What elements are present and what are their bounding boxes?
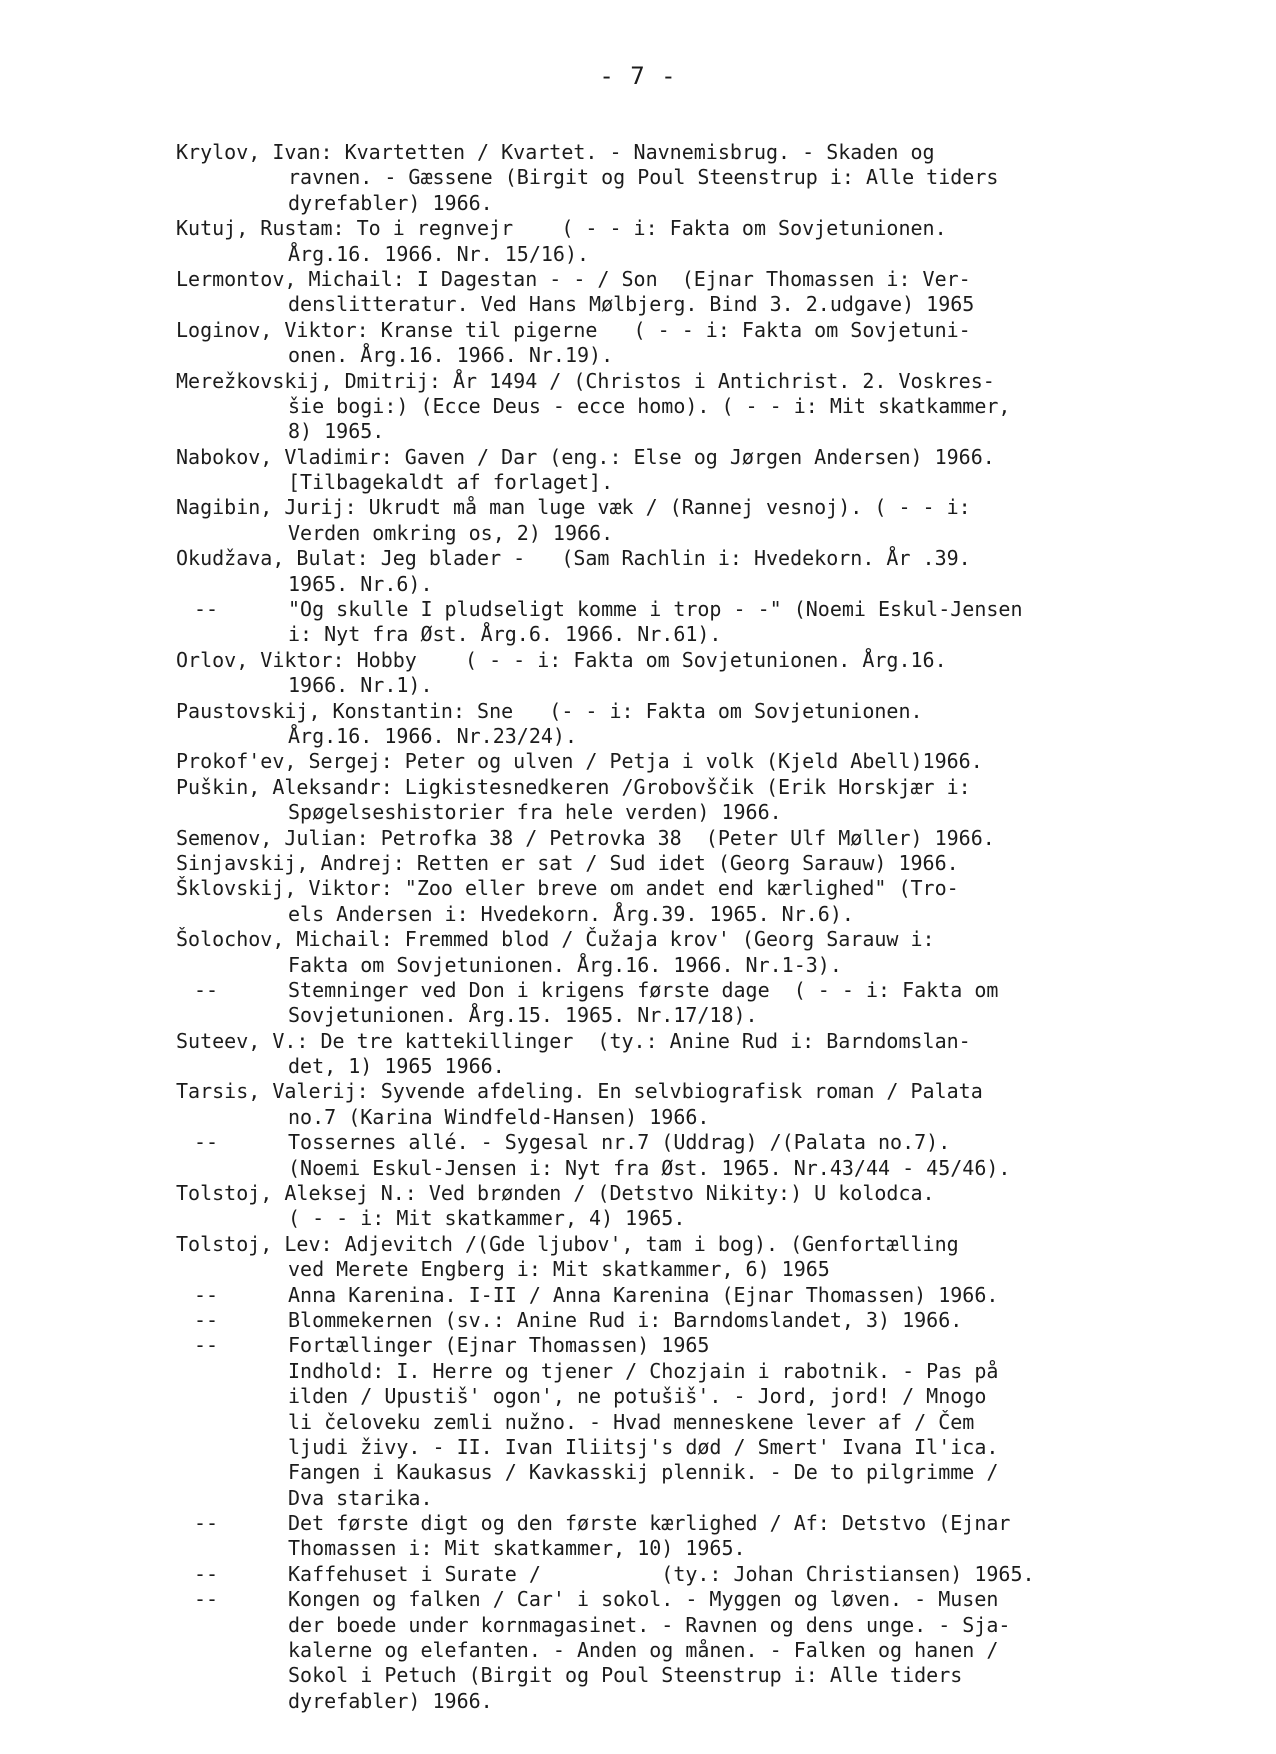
entry-line-text: der boede under kornmagasinet. - Ravnen og dens unge. - Sja- [288,1612,1011,1637]
repeat-author-dash: -- [194,1282,219,1307]
bibliography-entry [176,749,1216,774]
entry-line [176,1638,1216,1663]
entry-line-text: Fortællinger (Ejnar Thomassen) 1965 [288,1333,710,1358]
entry-line [176,242,1216,267]
entry-line-text: Tolstoj, Aleksej N.: Ved brønden / (Detstvo Nikity:) U kolodca. [176,1181,935,1206]
entry-line [176,292,1216,317]
entry-line [176,1536,1216,1561]
entry-line-text: Loginov, Viktor: Kranse til pigerne ( - - i: Fakta om Sovjetuni- [176,317,971,342]
entry-line [176,1613,1216,1638]
entry-line [176,572,1216,597]
bibliography-entry [176,546,1216,597]
entry-line [176,1410,1216,1435]
bibliography-entry [176,369,1216,445]
entry-line-text: Orlov, Viktor: Hobby ( - - i: Fakta om Sovjetunionen. Årg.16. [176,647,947,672]
entry-line [176,953,1216,978]
entry-line [176,775,1216,800]
bibliography-entry [176,851,1216,876]
entry-line-text: ljudi živy. - II. Ivan Iliitsj's død / Smert' Ivana Il'ica. [288,1434,999,1459]
entry-line-text: Merežkovskij, Dmitrij: År 1494 / (Christos i Antichrist. 2. Voskres- [176,368,995,393]
bibliography-entry [176,927,1216,978]
entry-line-text: Spøgelseshistorier fra hele verden) 1966. [288,800,782,825]
entry-line [176,470,1216,495]
entry-line [176,1333,1216,1358]
bibliography-entry [176,1587,1216,1714]
entry-line [176,851,1216,876]
entry-line-text: Sokol i Petuch (Birgit og Poul Steenstrup i: Alle tiders [288,1663,963,1688]
entry-line [176,1130,1216,1155]
entry-line-text: Prokof'ev, Sergej: Peter og ulven / Petja i volk (Kjeld Abell)1966. [176,749,983,774]
entry-line [176,1105,1216,1130]
entry-line [176,267,1216,292]
entry-line-text: [Tilbagekaldt af forlaget]. [288,470,614,495]
entry-line [176,622,1216,647]
bibliography-entry [176,318,1216,369]
entry-line-text: Kongen og falken / Car' i sokol. - Myggen og løven. - Musen [288,1587,999,1612]
entry-line [176,1435,1216,1460]
entry-line-text: Anna Karenina. I-II / Anna Karenina (Ejnar Thomassen) 1966. [288,1282,999,1307]
entry-line [176,140,1216,165]
entry-line-text: Thomassen i: Mit skatkammer, 10) 1965. [288,1536,746,1561]
entry-line [176,1054,1216,1079]
entry-line [176,318,1216,343]
entry-line-text: onen. Årg.16. 1966. Nr.19). [288,343,614,368]
entry-line-text: Puškin, Aleksandr: Ligkistesnedkeren /Grobovščik (Erik Horskjær i: [176,774,971,799]
bibliography-entry [176,775,1216,826]
entry-line-text: Krylov, Ivan: Kvartetten / Kvartet. - Navnemisbrug. - Skaden og [176,140,935,164]
repeat-author-dash: -- [194,597,219,622]
entry-line-text: i: Nyt fra Øst. Årg.6. 1966. Nr.61). [288,622,722,647]
entry-line [176,1003,1216,1028]
bibliography-entry [176,1181,1216,1232]
entry-line [176,1029,1216,1054]
bibliography-entry [176,1029,1216,1080]
entry-line [176,1663,1216,1688]
bibliography-entry [176,1308,1216,1333]
entry-line [176,1232,1216,1257]
entry-line [176,1562,1216,1587]
entry-line [176,902,1216,927]
bibliography-entry [176,876,1216,927]
repeat-author-dash: -- [194,1333,219,1358]
entry-line-text: Årg.16. 1966. Nr.23/24). [288,723,577,748]
entry-line [176,419,1216,444]
repeat-author-dash: -- [194,1511,219,1536]
entry-line-text: Dva starika. [288,1485,433,1510]
bibliography-entry [176,267,1216,318]
bibliography-entry [176,826,1216,851]
page-number: - 7 - [599,62,677,90]
entry-line-text: "Og skulle I pludseligt komme i trop - -" (Noemi Eskul-Jensen [288,597,1023,622]
entry-line-text: Stemninger ved Don i krigens første dage ( - - i: Fakta om [288,977,999,1002]
entry-line [176,216,1216,241]
entry-line [176,927,1216,952]
entry-line-text: dyrefabler) 1966. [288,190,493,215]
entry-line-text: det, 1) 1965 1966. [288,1054,505,1079]
entry-line-text: Indhold: I. Herre og tjener / Chozjain i rabotnik. - Pas på [288,1358,999,1383]
bibliography-entry [176,445,1216,496]
entry-line [176,749,1216,774]
entry-line-text: ilden / Upustiš' ogon', ne potušiš'. - Jord, jord! / Mnogo [288,1384,987,1409]
entry-line-text: Paustovskij, Konstantin: Sne (- - i: Fakta om Sovjetunionen. [176,698,923,723]
entry-line-text: Kaffehuset i Surate / (ty.: Johan Christiansen) 1965. [288,1561,1035,1586]
entry-line-text: Kutuj, Rustam: To i regnvejr ( - - i: Fakta om Sovjetunionen. [176,216,947,241]
bibliography-entry [176,140,1216,216]
entry-line-text: Semenov, Julian: Petrofka 38 / Petrovka 38 (Peter Ulf Møller) 1966. [176,825,995,850]
repeat-author-dash: -- [194,977,219,1002]
entry-line-text: els Andersen i: Hvedekorn. Årg.39. 1965. Nr.6). [288,901,854,926]
entry-line-text: Sovjetunionen. Årg.15. 1965. Nr.17/18). [288,1003,758,1028]
entry-line [176,1257,1216,1282]
bibliography-entry [176,1333,1216,1511]
entry-line-text: li čeloveku zemli nužno. - Hvad menneskene lever af / Čem [288,1409,975,1434]
entry-line [176,1359,1216,1384]
entry-line [176,724,1216,749]
entry-line-text: denslitteratur. Ved Hans Mølbjerg. Bind 3. 2.udgave) 1965 [288,292,975,317]
entry-line-text: 1965. Nr.6). [288,571,433,596]
bibliography-entry [176,1283,1216,1308]
entry-line [176,1486,1216,1511]
entry-line-text: 1966. Nr.1). [288,673,433,698]
entry-line [176,800,1216,825]
bibliography-entry [176,1130,1216,1181]
entry-line-text: dyrefabler) 1966. [288,1688,493,1713]
entry-line-text: Fangen i Kaukasus / Kavkasskij plennik. - De to pilgrimme / [288,1460,999,1485]
entry-line-text: Sinjavskij, Andrej: Retten er sat / Sud idet (Georg Sarauw) 1966. [176,850,959,875]
entry-line-text: Fakta om Sovjetunionen. Årg.16. 1966. Nr.1-3). [288,952,842,977]
entry-line-text: Det første digt og den første kærlighed / Af: Detstvo (Ejnar [288,1511,1011,1536]
entry-line-text: ravnen. - Gæssene (Birgit og Poul Steenstrup i: Alle tiders [288,165,999,190]
bibliography-entry [176,978,1216,1029]
entry-line [176,978,1216,1003]
entry-line [176,1587,1216,1612]
entry-line [176,1308,1216,1333]
entry-line-text: šie bogi:) (Ecce Deus - ecce homo). ( - - i: Mit skatkammer, [288,393,1011,418]
bibliography-entry [176,597,1216,648]
repeat-author-dash: -- [194,1130,219,1155]
bibliography-list [176,140,1216,1714]
entry-line-text: Tarsis, Valerij: Syvende afdeling. En selvbiografisk roman / Palata [176,1079,983,1104]
entry-line [176,826,1216,851]
bibliography-entry [176,1511,1216,1562]
entry-line-text: 8) 1965. [288,419,385,444]
entry-line [176,1206,1216,1231]
entry-line-text: Nabokov, Vladimir: Gaven / Dar (eng.: Else og Jørgen Andersen) 1966. [176,444,995,469]
entry-line-text: Årg.16. 1966. Nr. 15/16). [288,241,590,266]
repeat-author-dash: -- [194,1561,219,1586]
entry-line [176,343,1216,368]
entry-line [176,546,1216,571]
entry-line-text: Suteev, V.: De tre kattekillinger (ty.: Anine Rud i: Barndomslan- [176,1028,971,1053]
bibliography-entry [176,495,1216,546]
entry-line [176,1511,1216,1536]
entry-line-text: Tossernes allé. - Sygesal nr.7 (Uddrag) /(Palata no.7). [288,1130,951,1155]
entry-line-text: Verden omkring os, 2) 1966. [288,520,614,545]
repeat-author-dash: -- [194,1587,219,1612]
entry-line-text: Lermontov, Michail: I Dagestan - - / Son (Ejnar Thomassen i: Ver- [176,266,971,291]
entry-line-text: ( - - i: Mit skatkammer, 4) 1965. [288,1206,686,1231]
entry-line [176,1689,1216,1714]
entry-line [176,648,1216,673]
entry-line [176,1181,1216,1206]
entry-line [176,445,1216,470]
entry-line-text: ved Merete Engberg i: Mit skatkammer, 6) 1965 [288,1257,830,1282]
entry-line [176,876,1216,901]
bibliography-entry [176,699,1216,750]
entry-line [176,165,1216,190]
entry-line [176,191,1216,216]
entry-line-text: Šklovskij, Viktor: "Zoo eller breve om andet end kærlighed" (Tro- [176,876,959,901]
entry-line [176,673,1216,698]
repeat-author-dash: -- [194,1307,219,1332]
bibliography-entry [176,1232,1216,1283]
entry-line-text: Blommekernen (sv.: Anine Rud i: Barndomslandet, 3) 1966. [288,1307,963,1332]
entry-line [176,369,1216,394]
entry-line-text: Tolstoj, Lev: Adjevitch /(Gde ljubov', tam i bog). (Genfortælling [176,1231,959,1256]
entry-line [176,1156,1216,1181]
bibliography-entry [176,216,1216,267]
entry-line [176,394,1216,419]
entry-line [176,1460,1216,1485]
entry-line-text: Nagibin, Jurij: Ukrudt må man luge væk / (Rannej vesnoj). ( - - i: [176,495,971,520]
entry-line-text: Šolochov, Michail: Fremmed blod / Čužaja krov' (Georg Sarauw i: [176,927,935,952]
bibliography-entry [176,1079,1216,1130]
entry-line [176,597,1216,622]
entry-line-text: kalerne og elefanten. - Anden og månen. - Falken og hanen / [288,1638,999,1663]
entry-line [176,521,1216,546]
entry-line-text: Okudžava, Bulat: Jeg blader - (Sam Rachlin i: Hvedekorn. År .39. [176,546,971,571]
entry-line [176,699,1216,724]
entry-line [176,1283,1216,1308]
entry-line-text: no.7 (Karina Windfeld-Hansen) 1966. [288,1104,710,1129]
bibliography-entry [176,1562,1216,1587]
bibliography-entry [176,648,1216,699]
entry-line [176,1384,1216,1409]
entry-line [176,495,1216,520]
entry-line [176,1079,1216,1104]
entry-line-text: (Noemi Eskul-Jensen i: Nyt fra Øst. 1965. Nr.43/44 - 45/46). [288,1155,1011,1180]
